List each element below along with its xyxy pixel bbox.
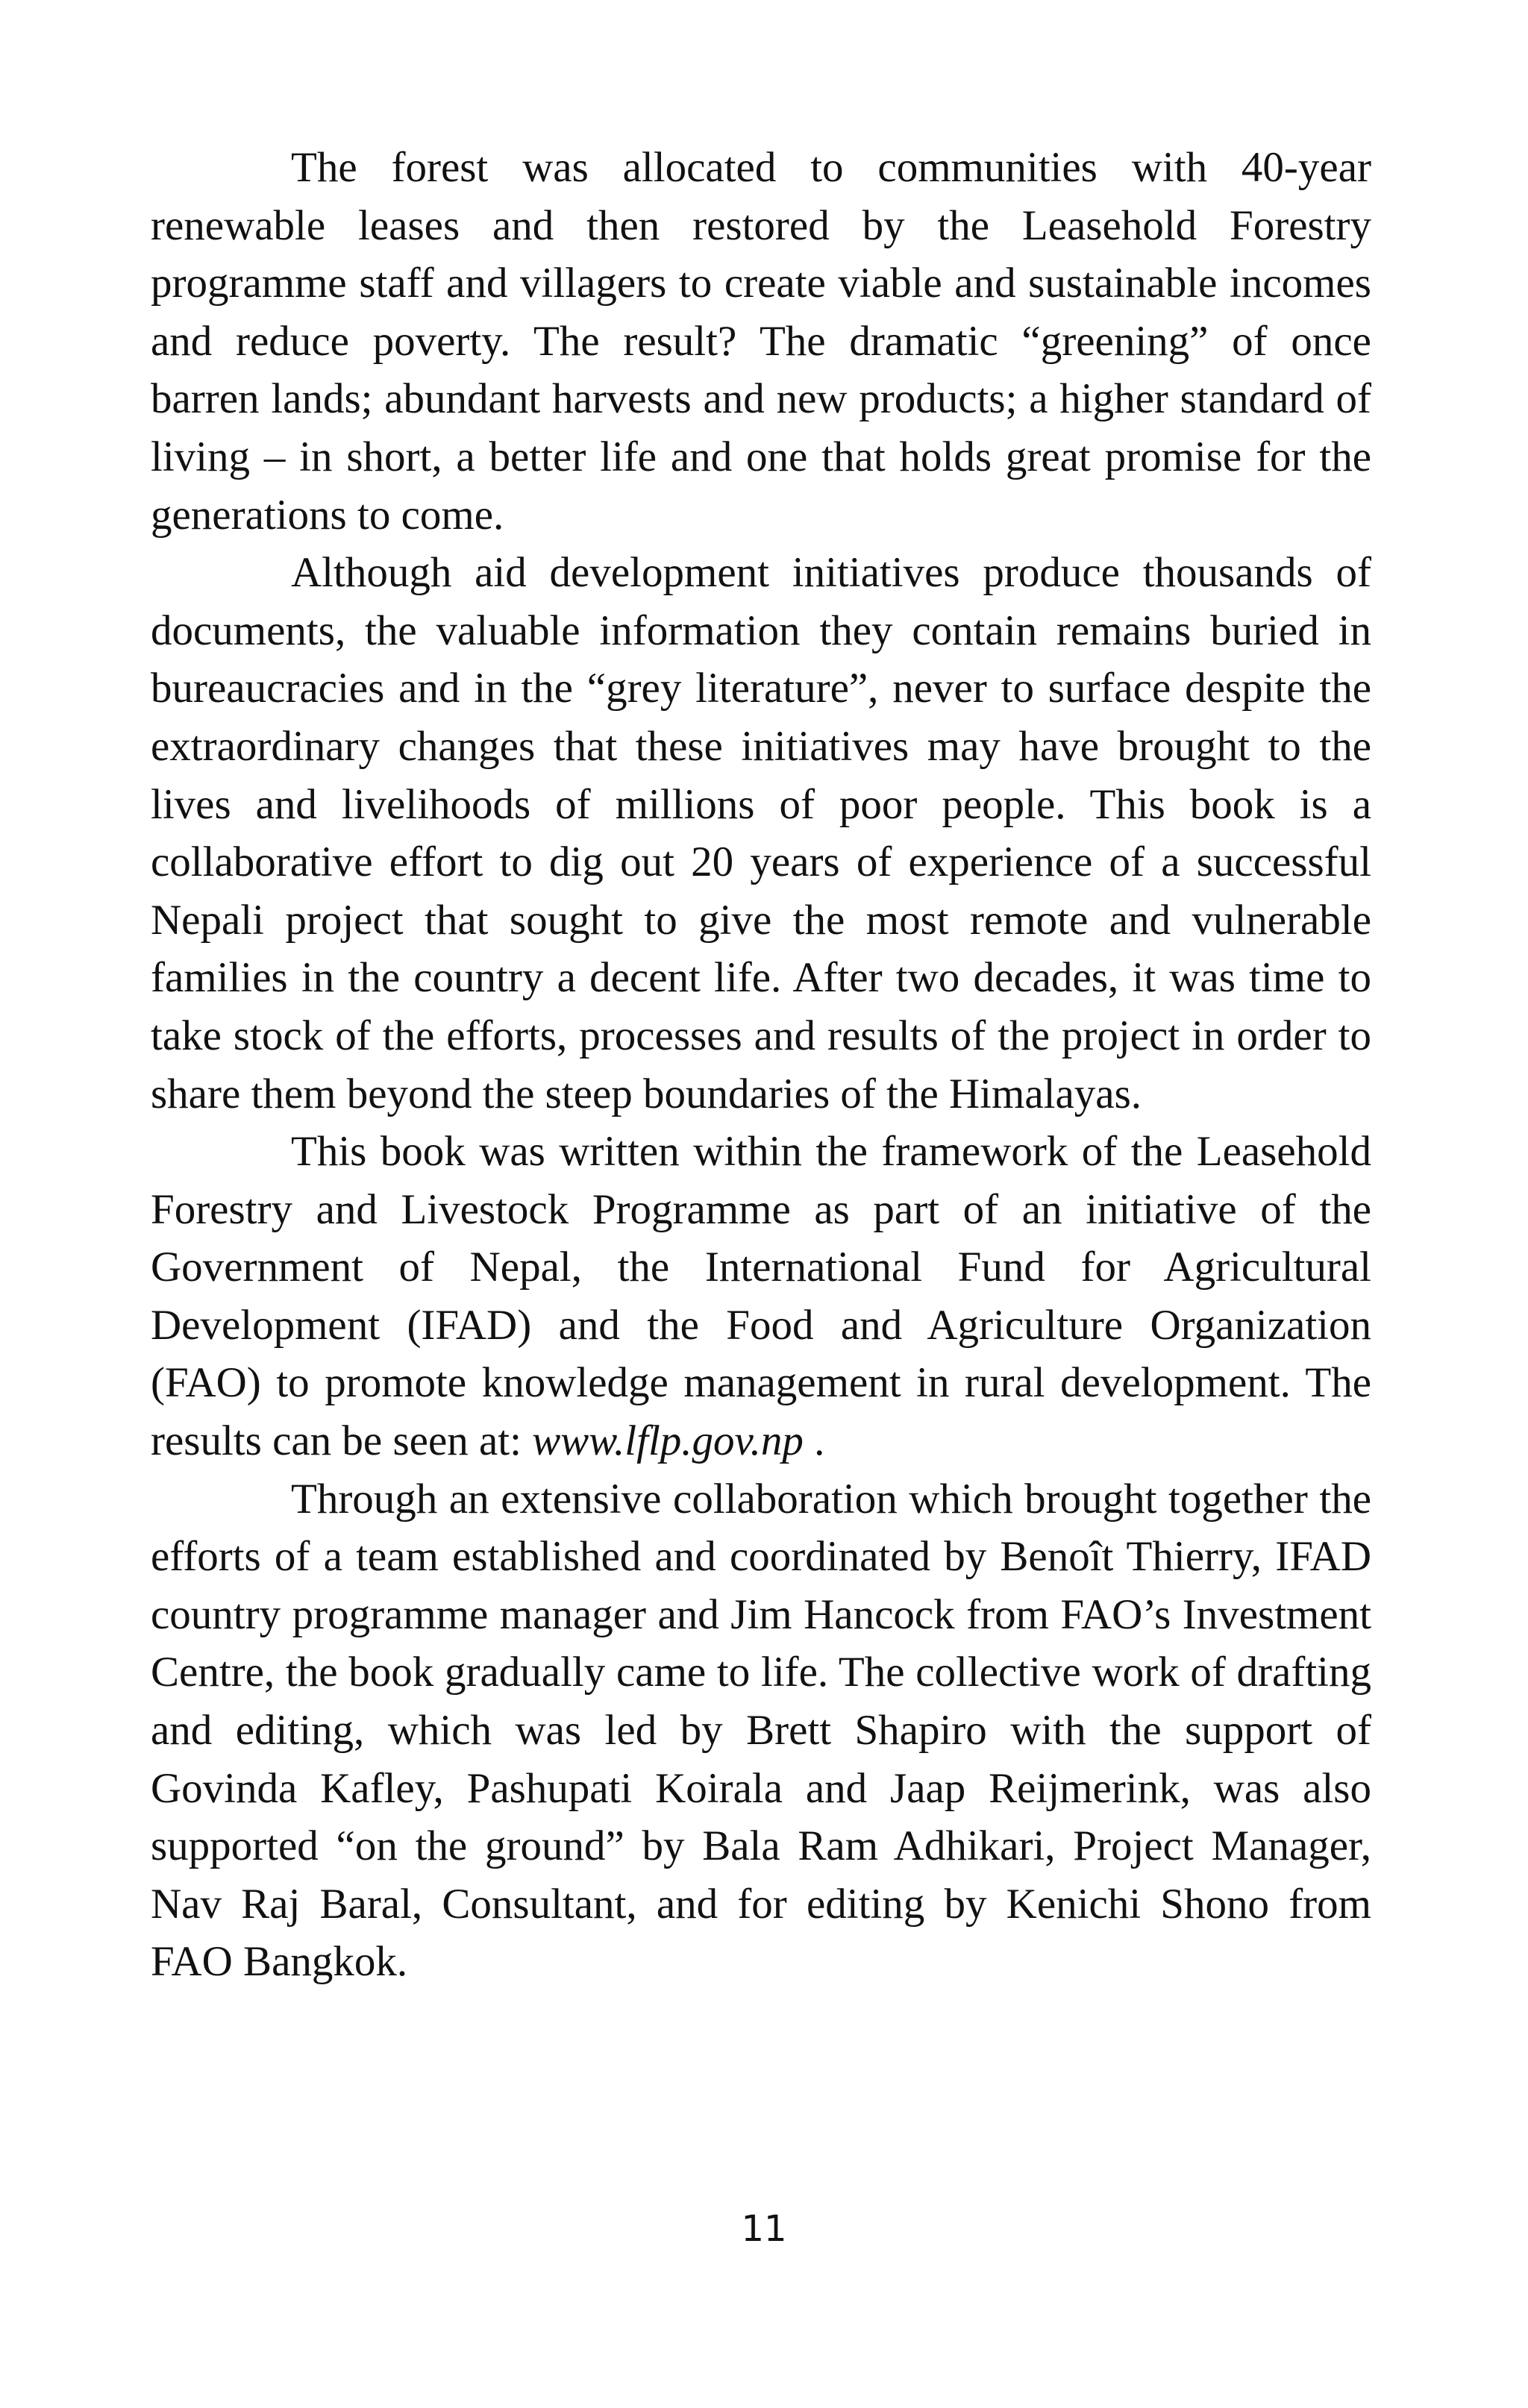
body-text (151, 139, 1371, 1991)
paragraph-collaboration: Through an extensive collaboration which brought together the efforts of a team established and coordinated by Benoît Thierry, IFAD country programme manager and Jim Hancock from FAO’s Investment Centre, the book gradually came to life. The collective work of drafting and editing, which was led by Brett Shapiro with the support of Govinda Kafley, Pashupati Koirala and Jaap Reijmerink, was also supported “on the ground” by Bala Ram Adhikari, Project Manager, Nav Raj Baral, Consultant, and for editing by Kenichi Shono from FAO Bangkok. (151, 1475, 1371, 1986)
paragraph-book-framework-text: This book was written within the framework of the Leasehold Forestry and Livestock Programme as part of an initiative of the Government of Nepal, the International Fund for Agricultural Development (IFAD) and the Food and Agriculture Organization (FAO) to promote knowledge management in rural development. The results can be seen at: (151, 1128, 1371, 1465)
paragraph-forest-allocation: The forest was allocated to communities with 40-year renewable leases and then restored by the Leasehold Forestry programme staff and villagers to create viable and sustainable incomes and reduce poverty. The result? The dramatic “greening” of once barren lands; abundant harvests and new products; a higher standard of living – in short, a better life and one that holds great promise for the generations to come. (151, 144, 1371, 539)
website-link[interactable]: www.lflp.gov.np (532, 1417, 804, 1465)
paragraph-aid-development: Although aid development initiatives produce thousands of documents, the valuable information they contain remains buried in bureaucracies and in the “grey literature”, never to surface despite the extraordinary changes that these initiatives may have brought to the lives and livelihoods of millions of poor people. This book is a collaborative effort to dig out 20 years of experience of a successful Nepali project that sought to give the most remote and vulnerable families in the country a decent life. After two decades, it was time to take stock of the efforts, processes and results of the project in order to share them beyond the steep boundaries of the Himalayas. (151, 549, 1371, 1117)
page-number: 11 (741, 2208, 787, 2250)
paragraph-book-framework-end: . (803, 1417, 825, 1465)
paragraph-book-framework (151, 1123, 1371, 1470)
